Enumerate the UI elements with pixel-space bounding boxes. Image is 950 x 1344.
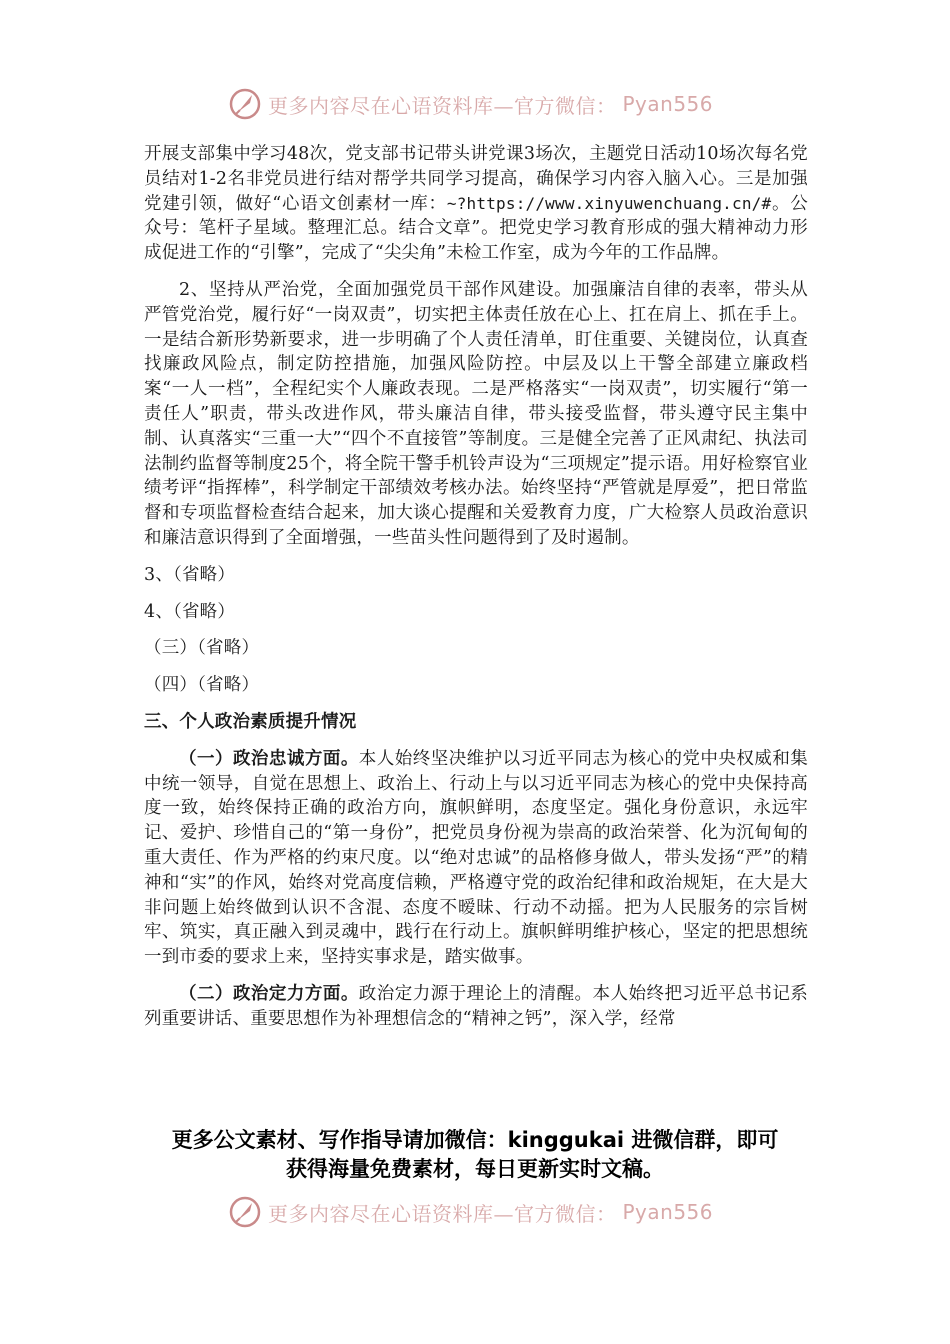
- paragraph-7-title: （一）政治忠诚方面。: [179, 748, 359, 769]
- quill-logo-icon: [228, 1195, 262, 1229]
- paragraph-1-text-b: 。公众号：笔杆子星域。整理汇总。结合文章”。把党史学习教育形成的强大精神动力形成促进工作的“引擎”，完成了“尖尖角”未检工作室，成为今年的工作品牌。: [144, 193, 808, 264]
- section-heading-3: 三、个人政治素质提升情况: [144, 711, 357, 732]
- section-3-omitted: （三）（省略）: [144, 638, 260, 659]
- promo-line-2: 获得海量免费素材，每日更新实时文稿。: [286, 1157, 664, 1181]
- quill-logo-icon: [228, 87, 262, 121]
- banner-wechat-id: Pyan556: [622, 92, 714, 116]
- paragraph-8-title: （二）政治定力方面。: [179, 983, 359, 1004]
- banner-text: 更多内容尽在心语资料库—官方微信：: [268, 1201, 617, 1226]
- paragraph-8-body: 政治定力源于理论上的清醒。本人始终把习近平总书记系列重要讲话、重要思想作为补理想信念的“精神之钙”，深入学，经常: [144, 983, 809, 1029]
- banner-wechat-id: Pyan556: [622, 1200, 714, 1224]
- paragraph-3-omitted: 3、（省略）: [144, 564, 236, 585]
- footer-banner: [228, 1194, 713, 1230]
- paragraph-2: 2、坚持从严治党，全面加强党员干部作风建设。加强廉洁自律的表率，带头从严管党治党，履行好“一岗双责”，切实把主体责任放在心上、扛在肩上、抓在手上。一是结合新形势新要求，进一步明确了个人责任清单，盯住重要、关键岗位，认真查找廉政风险点，制定防控措施，加强风险防控。中层及以上干警全部建立廉政档案“一人一档”，全程纪实个人廉政表现。二是严格落实“一岗双责”，切实履行“第一责任人”职责，带头改进作风，带头廉洁自律，带头接受监督，带头遵守民主集中制、认真落实“三重一大”“四个不直接管”等制度。三是健全完善了正风肃纪、执法司法制约监督等制度25个，将全院干警手机铃声设为“三项规定”提示语。用好检察官业绩考评“指挥棒”，科学制定干部绩效考核办法。始终坚持“严管就是厚爱”，把日常监督和专项监督检查结合起来，加大谈心提醒和关爱教育力度，广大检察人员政治意识和廉洁意识得到了全面增强，一些苗头性问题得到了及时遏制。: [144, 279, 808, 548]
- paragraph-political-resolve: [144, 982, 808, 1032]
- paragraph-1: [144, 142, 808, 266]
- document-body: [144, 142, 808, 1044]
- paragraph-7-body: 本人始终坚决维护以习近平同志为核心的党中央权威和集中统一领导，自觉在思想上、政治上、行动上与以习近平同志为核心的党中央保持高度一致，始终保持正确的政治方向，旗帜鲜明，态度坚定。强化身份意识，永远牢记、爱护、珍惜自己的“第一身份”，把党员身份视为崇高的政治荣誉、化为沉甸甸的重大责任、作为严格的约束尺度。以“绝对忠诚”的品格修身做人，带头发扬“严”的精神和“实”的作风，始终对党高度信赖，严格遵守党的政治纪律和政治规矩，在大是大非问题上始终做到认识不含混、态度不暧昧、行动不动摇。把为人民服务的宗旨树牢、筑实，真正融入到灵魂中，践行在行动上。旗帜鲜明维护核心，坚定的把思想统一到市委的要求上来，坚持实事求是，踏实做事。: [144, 748, 809, 968]
- paragraph-political-loyalty: [144, 747, 808, 970]
- banner-text: 更多内容尽在心语资料库—官方微信：: [268, 93, 617, 118]
- section-4-omitted: （四）（省略）: [144, 675, 260, 696]
- header-banner: [228, 86, 713, 122]
- paragraph-4-omitted: 4、（省略）: [144, 601, 236, 622]
- source-url: ~?https://www.xinyuwenchuang.cn/#: [446, 193, 772, 213]
- paragraph-1-text-a: 开展支部集中学习48次，党支部书记带头讲党课3场次，主题党日活动10场次每名党员结对1-2名非党员进行结对帮学共同学习提高，确保学习内容入脑入心。三是加强党建引领，做好“心语文创素材一库：: [144, 144, 808, 214]
- promo-notice: [130, 1126, 820, 1184]
- promo-line-1: 更多公文素材、写作指导请加微信：kinggukai 进微信群，即可: [171, 1128, 779, 1152]
